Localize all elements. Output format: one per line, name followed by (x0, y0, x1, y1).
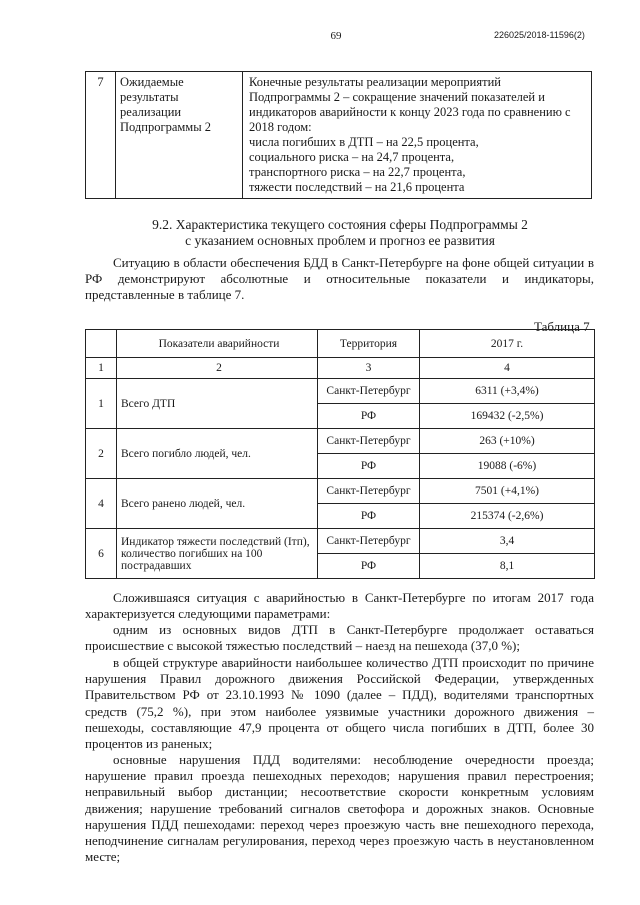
label-line: Ожидаемые (120, 75, 184, 89)
indicator-name: Всего ранено людей, чел. (117, 479, 318, 529)
territory-spb: Санкт-Петербург (318, 379, 420, 404)
row-number: 6 (86, 529, 117, 579)
row-number: 2 (86, 429, 117, 479)
table-row (86, 529, 595, 554)
text-line: тяжести последствий – на 21,6 процента (249, 180, 465, 194)
body-paragraph-3: в общей структуре аварийности наибольшее количество ДТП происходит по причине нарушения Правил дорожного движения Российской Федерации, утвержденных Правительством РФ от 23.10.1993 № 1090 (далее – ПДД), водителями транспортных средств (75,2 %), при этом наиболее уязвимые участники дорожного движения – пешеходы, составляющие 47,9 процента от общего числа погибших в ДТП, более 30 процентов из раненых; (85, 655, 594, 752)
section-heading (85, 217, 595, 249)
page-number: 69 (330, 30, 342, 42)
value-spb: 263 (+10%) (420, 429, 595, 454)
table-caption: Таблица 7 (534, 319, 590, 334)
row-number: 4 (86, 479, 117, 529)
text-line: 2018 годом: (249, 120, 312, 134)
document-code: 226025/2018-11596(2) (494, 30, 585, 40)
indicator-name: Всего ДТП (117, 379, 318, 429)
text-line: числа погибших в ДТП – на 22,5 процента, (249, 135, 479, 149)
heading-line: с указанием основных проблем и прогноз ее развития (185, 233, 495, 248)
intro-paragraph: Ситуацию в области обеспечения БДД в Санкт-Петербурге на фоне общей ситуации в РФ демонстрируют абсолютные и относительные показатели и индикаторы, представленные в таблице 7. (85, 255, 594, 303)
column-number: 2 (117, 358, 318, 379)
value-rf: 8,1 (420, 554, 595, 579)
table-header-row (86, 330, 595, 358)
row-number: 1 (86, 379, 117, 429)
text-line: транспортного риска – на 22,7 процента, (249, 165, 466, 179)
indicator-name: Всего погибло людей, чел. (117, 429, 318, 479)
body-paragraph-2: одним из основных видов ДТП в Санкт-Петербурге продолжает оставаться происшествие с высокой тяжестью последствий – наезд на пешехода (37,0 %); (85, 622, 594, 654)
value-rf: 169432 (-2,5%) (420, 404, 595, 429)
table-row (86, 379, 595, 404)
column-numbers-row (86, 358, 595, 379)
territory-spb: Санкт-Петербург (318, 429, 420, 454)
column-number: 4 (420, 358, 595, 379)
column-number: 1 (86, 358, 117, 379)
label-line: реализации (120, 105, 182, 119)
text-line: социального риска – на 24,7 процента, (249, 150, 455, 164)
territory-rf: РФ (318, 504, 420, 529)
column-number: 3 (318, 358, 420, 379)
body-paragraph-4: основные нарушения ПДД водителями: несоблюдение очередности проезда; нарушение правил проезда пешеходных переходов; нарушения правил перестроения; неправильный выбор дистанции; несоответствие скорости конкретным условиям движения; нарушение требований сигналов светофора и дорожных знаков. Основные нарушения ПДД пешеходами: переход через проезжую часть вне пешеходного перехода, неподчинение сигналам регулирования, переход через проезжую часть в неустановленном месте; (85, 752, 594, 865)
row-text (243, 72, 592, 199)
value-spb: 6311 (+3,4%) (420, 379, 595, 404)
value-spb: 3,4 (420, 529, 595, 554)
territory-rf: РФ (318, 404, 420, 429)
header-indicators: Показатели аварийности (117, 330, 318, 358)
heading-line: 9.2. Характеристика текущего состояния сферы Подпрограммы 2 (152, 217, 528, 232)
text-line: Конечные результаты реализации мероприятий (249, 75, 501, 89)
indicator-name: Индикатор тяжести последствий (Iтп), количество погибших на 100 пострадавших (117, 529, 318, 579)
territory-spb: Санкт-Петербург (318, 479, 420, 504)
accident-indicators-table (85, 329, 595, 579)
territory-spb: Санкт-Петербург (318, 529, 420, 554)
text-line: Подпрограммы 2 – сокращение значений показателей и (249, 90, 545, 104)
table-row (86, 479, 595, 504)
header-year: 2017 г. (420, 330, 595, 358)
row-label (116, 72, 243, 199)
header-cell-empty (86, 330, 117, 358)
territory-rf: РФ (318, 454, 420, 479)
row-number: 7 (86, 72, 116, 199)
expected-results-table (85, 71, 592, 199)
value-rf: 19088 (-6%) (420, 454, 595, 479)
territory-rf: РФ (318, 554, 420, 579)
text-line: индикаторов аварийности к концу 2023 года по сравнению с (249, 105, 571, 119)
header-territory: Территория (318, 330, 420, 358)
value-rf: 215374 (-2,6%) (420, 504, 595, 529)
label-line: результаты (120, 90, 179, 104)
body-paragraph-1: Сложившаяся ситуация с аварийностью в Санкт-Петербурге по итогам 2017 года характеризуется следующими параметрами: (85, 590, 594, 622)
table-row (86, 429, 595, 454)
value-spb: 7501 (+4,1%) (420, 479, 595, 504)
label-line: Подпрограммы 2 (120, 120, 211, 134)
